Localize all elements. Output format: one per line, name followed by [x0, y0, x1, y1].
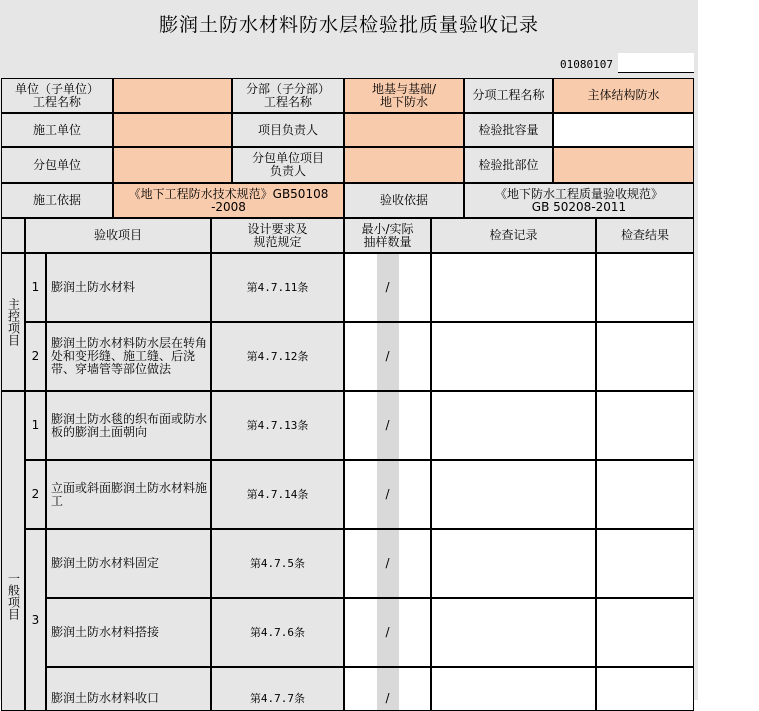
- general-item-sample[interactable]: [344, 460, 431, 529]
- main-item-record[interactable]: [431, 322, 596, 391]
- sample-value: /: [385, 349, 390, 363]
- batch-location-value[interactable]: [553, 147, 694, 183]
- general-subitem-record[interactable]: [431, 529, 596, 598]
- batch-capacity-value[interactable]: [553, 113, 694, 147]
- general-subitem-record[interactable]: [431, 598, 596, 667]
- subdivision-value[interactable]: 地基与基础/ 地下防水: [344, 78, 464, 113]
- subitem-label: 分项工程名称: [464, 78, 553, 113]
- main-group-text: 主控项目: [6, 298, 21, 346]
- basis-value[interactable]: 《地下工程防水技术规范》GB50108 -2008: [113, 183, 344, 218]
- general-subitem-clause: 第4.7.7条: [211, 667, 344, 711]
- contractor-label: 施工单位: [1, 113, 113, 147]
- general-subitem-sample[interactable]: [344, 529, 431, 598]
- main-item-no: 2: [25, 322, 46, 391]
- sample-value: /: [385, 625, 390, 639]
- general-subitem-record[interactable]: [431, 667, 596, 711]
- contractor-value[interactable]: [113, 113, 232, 147]
- col-sample-header: 最小/实际 抽样数量: [344, 218, 431, 253]
- general-subitem-name: 膨润土防水材料搭接: [46, 598, 211, 667]
- col-record-header: 检查记录: [431, 218, 596, 253]
- general-item-no: 2: [25, 460, 46, 529]
- form-code-input[interactable]: [618, 53, 694, 73]
- acceptance-basis-value: 《地下防水工程质量验收规范》 GB 50208-2011: [464, 183, 694, 218]
- general-subitem-clause: 第4.7.5条: [211, 529, 344, 598]
- general-group-text: 一般项目: [6, 572, 21, 620]
- general-item-no: 1: [25, 391, 46, 460]
- subitem-value[interactable]: 主体结构防水: [553, 78, 694, 113]
- pm-label: 项目负责人: [232, 113, 344, 147]
- empty-sheet-area: [698, 0, 759, 700]
- general-item-record[interactable]: [431, 391, 596, 460]
- general-item-name: 膨润土防水毯的织布面或防水板的膨润土面朝向: [46, 391, 211, 460]
- general-item-record[interactable]: [431, 460, 596, 529]
- general-subitem-sample[interactable]: [344, 667, 431, 711]
- unit-name-value[interactable]: [113, 78, 232, 113]
- general-subitem-sample[interactable]: [344, 598, 431, 667]
- main-item-clause: 第4.7.12条: [211, 322, 344, 391]
- main-item-clause: 第4.7.11条: [211, 253, 344, 322]
- sub-pm-label: 分包单位项目 负责人: [232, 147, 344, 183]
- general-item-result[interactable]: [596, 460, 694, 529]
- col-item-header: 验收项目: [25, 218, 211, 253]
- form-code: 01080107: [560, 58, 613, 71]
- general-subitem-result[interactable]: [596, 598, 694, 667]
- basis-label: 施工依据: [1, 183, 113, 218]
- col-result-header: 检查结果: [596, 218, 694, 253]
- sample-value: /: [385, 556, 390, 570]
- col-design-header: 设计要求及 规范规定: [211, 218, 344, 253]
- subcontractor-label: 分包单位: [1, 147, 113, 183]
- batch-capacity-label: 检验批容量: [464, 113, 553, 147]
- sample-value: /: [385, 691, 390, 705]
- acceptance-basis-label: 验收依据: [344, 183, 464, 218]
- sub-pm-value[interactable]: [344, 147, 464, 183]
- general-item-name: 立面或斜面膨润土防水材料施工: [46, 460, 211, 529]
- general-item-no: 3: [25, 529, 46, 711]
- general-group-label: [1, 391, 25, 711]
- sample-value: /: [385, 418, 390, 432]
- general-subitem-clause: 第4.7.6条: [211, 598, 344, 667]
- general-subitem-name: 膨润土防水材料收口: [46, 667, 211, 711]
- main-group-label: [1, 253, 25, 391]
- subdivision-label: 分部（子分部） 工程名称: [232, 78, 344, 113]
- form-title: 膨润土防水材料防水层检验批质量验收记录: [158, 14, 539, 36]
- main-item-no: 1: [25, 253, 46, 322]
- general-item-sample[interactable]: [344, 391, 431, 460]
- main-item-name: 膨润土防水材料: [46, 253, 211, 322]
- sample-value: /: [385, 280, 390, 294]
- general-item-clause: 第4.7.13条: [211, 391, 344, 460]
- main-item-record[interactable]: [431, 253, 596, 322]
- sample-value: /: [385, 487, 390, 501]
- batch-location-label: 检验批部位: [464, 147, 553, 183]
- pm-value[interactable]: [344, 113, 464, 147]
- subcontractor-value[interactable]: [113, 147, 232, 183]
- main-item-sample[interactable]: [344, 322, 431, 391]
- general-subitem-result[interactable]: [596, 667, 694, 711]
- main-item-sample[interactable]: [344, 253, 431, 322]
- group-corner: [1, 218, 25, 253]
- general-subitem-result[interactable]: [596, 529, 694, 598]
- main-item-name: 膨润土防水材料防水层在转角处和变形缝、施工缝、后浇带、穿墙管等部位做法: [46, 322, 211, 391]
- unit-name-label: 单位（子单位） 工程名称: [1, 78, 113, 113]
- general-subitem-name: 膨润土防水材料固定: [46, 529, 211, 598]
- general-item-clause: 第4.7.14条: [211, 460, 344, 529]
- main-item-result[interactable]: [596, 253, 694, 322]
- general-item-result[interactable]: [596, 391, 694, 460]
- main-item-result[interactable]: [596, 322, 694, 391]
